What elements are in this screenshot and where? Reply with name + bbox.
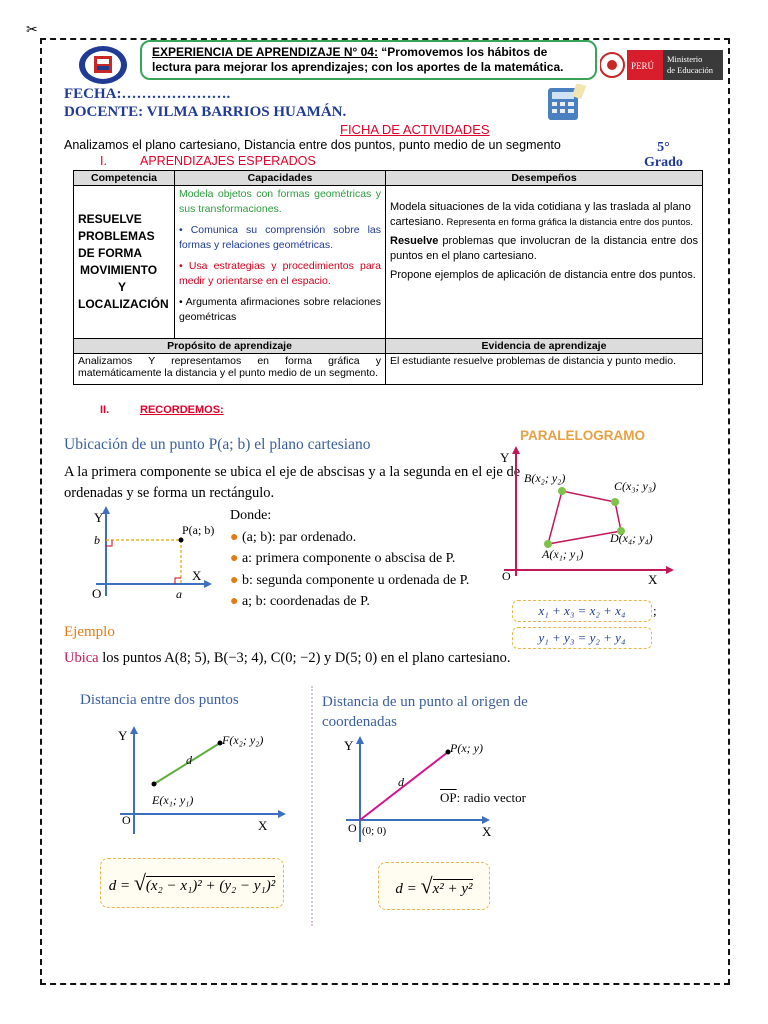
desempeno-1 — [390, 200, 698, 230]
origen-graph — [336, 734, 536, 844]
graph-a-label: a — [176, 587, 182, 601]
capacidades-cell — [175, 186, 386, 339]
origen-p-label: P(x; y) — [450, 741, 483, 755]
ejemplo-verb: Ubica — [64, 650, 99, 666]
point-e — [152, 782, 157, 787]
capacidad-item: • Argumenta afirmaciones sobre relaciones geométricas — [179, 296, 381, 323]
desempeno-3: Propone ejemplos de aplicación de distancia entre dos puntos. — [390, 269, 696, 281]
ejemplo-title: Ejemplo — [64, 624, 115, 640]
dist-f-label: F(x₂; y₂) — [222, 733, 264, 747]
par-d-label: D(x₄; y₄) — [610, 531, 653, 545]
donde-item — [230, 548, 469, 570]
fecha-label: FECHA:…………………. — [64, 86, 231, 102]
graph-point-label: P(a; b) — [182, 523, 215, 537]
competencia-line: DE FORMA — [78, 246, 142, 260]
donde-label: Donde: — [230, 508, 272, 523]
bullet-icon: ● — [230, 551, 239, 566]
ministry-logo — [600, 48, 725, 82]
par-formula-2 — [512, 627, 652, 649]
origen-title — [322, 692, 528, 732]
distancia-formula-lhs: d = — [108, 878, 131, 894]
docente-label: DOCENTE: VILMA BARRIOS HUAMÁN. — [64, 104, 347, 120]
grado-label: Grado — [644, 155, 683, 170]
dist-d-label: d — [186, 753, 192, 767]
ministry-line2: de Educación — [667, 65, 714, 75]
par-x-label: X — [648, 572, 658, 587]
origen-y-label: Y — [344, 738, 354, 753]
proposito-cell: Analizamos Y representamos en forma gráfica y matemáticamente la distancia y el punto medio de un segmento. — [74, 354, 386, 385]
desempeno-1b-text: Representa en forma gráfica la distancia entre dos puntos. — [443, 217, 694, 228]
origen-formula-lhs: d = — [395, 881, 417, 897]
subtitle: Analizamos el plano cartesiano, Distancia entre dos puntos, punto medio de un segmento — [64, 138, 561, 152]
bullet-icon: ● — [230, 529, 239, 545]
competencia-line: PROBLEMAS — [78, 229, 155, 243]
competencia-line: RESUELVE — [78, 212, 142, 226]
origen-formula-radicand: x² + y² — [432, 881, 473, 897]
dist-y-label: Y — [118, 728, 128, 743]
par-formula-1 — [512, 600, 652, 622]
section2-heading — [100, 404, 224, 416]
evidencia-cell: El estudiante resuelve problemas de distancia y punto medio. — [386, 354, 703, 385]
donde-item — [230, 591, 469, 613]
op-text: : radio vector — [456, 790, 526, 805]
par-formula-1-text: x₁ + x₃ = x₂ + x₄ — [538, 603, 626, 618]
ubicacion-title: Ubicación de un punto P(a; b) el plano cartesiano — [64, 436, 371, 453]
y-arrow-icon — [130, 726, 138, 734]
desempeno-2-bold: Resuelve — [390, 235, 439, 247]
op-label: $\overline{OP}$ — [440, 790, 457, 805]
par-origin-label: O — [502, 569, 511, 583]
origen-o-label: O — [348, 821, 357, 835]
donde-item — [230, 570, 469, 592]
par-formula-1-punct: ; — [653, 603, 657, 618]
ubicacion-text-line: ordenadas y se forma un rectángulo. — [64, 485, 275, 501]
desempeno-2-text: problemas que involucran de la distancia entre dos puntos en el plano cartesiano. — [390, 235, 698, 262]
distancia-title: Distancia entre dos puntos — [80, 692, 239, 708]
section1-num: I. — [100, 154, 107, 168]
ejemplo-text — [64, 650, 510, 667]
sqrt-icon: √ — [420, 873, 433, 898]
graph-origin-label: O — [92, 586, 102, 601]
distancia-formula-radicand: (x₂ − x₁)² + (y₂ − y₁)² — [145, 878, 276, 894]
dist-origin-label: O — [122, 813, 131, 827]
x-arrow-icon — [482, 816, 490, 824]
section1-title: APRENDIZAJES ESPERADOS — [140, 154, 316, 168]
header-capacidades: Capacidades — [175, 171, 386, 186]
donde-item — [230, 527, 469, 549]
donde-list — [230, 505, 469, 613]
donde-item-text: a; b: coordenadas de P. — [241, 594, 370, 609]
origen-x-label: X — [482, 824, 492, 839]
x-arrow-icon — [666, 566, 674, 574]
experience-title-label: EXPERIENCIA DE APRENDIZAJE N° 04: — [152, 45, 378, 59]
ubicacion-graph — [84, 504, 216, 604]
graph-x-label: X — [192, 568, 202, 583]
origen-title-line: Distancia de un punto al origen de — [322, 694, 528, 710]
par-formula-2-text: y₁ + y₃ = y₂ + y₄ — [538, 630, 626, 645]
par-c-label: C(x₃; y₃) — [614, 479, 656, 493]
section2-title: RECORDEMOS: — [140, 404, 224, 416]
ubicacion-text — [64, 462, 520, 504]
competencia-line: LOCALIZACIÓN — [78, 297, 169, 311]
y-arrow-icon — [356, 736, 364, 744]
section1-heading — [100, 154, 316, 168]
donde-item-text: a: primera componente o abscisa de P. — [241, 551, 456, 566]
header-evidencia: Evidencia de aprendizaje — [386, 339, 703, 354]
section-divider — [311, 686, 313, 926]
origen-coords-label: (0; 0) — [362, 825, 387, 837]
ejemplo-body: los puntos A(8; 5), B(−3; 4), C(0; −2) y D(5; 0) en el plano cartesiano. — [98, 650, 511, 666]
scissors-icon: ✂ — [26, 22, 38, 38]
ministry-line1: Ministerio — [667, 54, 703, 64]
desempeno-1-text: Modela situaciones de la vida cotidiana y las traslada al plano cartesiano. — [390, 201, 691, 228]
distancia-graph — [110, 724, 300, 836]
paralelogramo-graph — [490, 446, 680, 590]
bullet-icon: ● — [230, 572, 239, 588]
point-c — [611, 498, 619, 506]
desempeno-2 — [390, 234, 698, 264]
school-logo — [78, 44, 128, 86]
grado-number: 5° — [657, 140, 670, 155]
distancia-formula — [100, 858, 284, 908]
section2-num: II. — [100, 404, 110, 416]
capacidad-item: Modela objetos con formas geométricas y sus transformaciones. — [179, 188, 381, 215]
experience-title-box — [140, 40, 597, 80]
competencia-line: MOVIMIENTO — [80, 263, 158, 277]
origen-formula — [378, 862, 490, 910]
x-arrow-icon — [204, 580, 212, 588]
sqrt-icon: √ — [133, 870, 146, 895]
radio-vector-label — [440, 790, 526, 806]
graph-y-label: Y — [94, 510, 104, 525]
calculator-icon — [546, 84, 586, 122]
paralelogramo-title: PARALELOGRAMO — [520, 428, 645, 443]
bullet-icon: ● — [230, 594, 239, 609]
point-b — [558, 487, 566, 495]
donde-item-text: b: segunda componente u ordenada de P. — [241, 572, 470, 588]
capacidad-item: • Comunica su comprensión sobre las formas y relaciones geométricas. — [179, 224, 381, 251]
segment-op — [360, 752, 448, 820]
header-competencia: Competencia — [74, 171, 175, 186]
y-arrow-icon — [512, 446, 520, 454]
dist-x-label: X — [258, 818, 268, 833]
par-a-label: A(x₁; y₁) — [542, 547, 584, 561]
par-b-label: B(x₂; y₂) — [524, 471, 566, 485]
ministry-country: PERÚ — [631, 61, 655, 71]
grado-badge — [644, 140, 683, 170]
ficha-title: FICHA DE ACTIVIDADES — [340, 122, 490, 137]
donde-item-text: (a; b): par ordenado. — [241, 529, 357, 545]
experience-title-text: “Promovemos los hábitos de lectura para mejorar los aprendizajes; con los aportes de la matemática. — [152, 45, 564, 74]
origen-title-line: coordenadas — [322, 714, 397, 730]
graph-b-label: b — [94, 533, 100, 547]
competencia-cell — [74, 186, 175, 339]
ubicacion-text-line: A la primera componente se ubica el eje de abscisas y a la segunda en el eje de — [64, 464, 521, 480]
capacidad-item: • Usa estrategias y procedimientos para medir y orientarse en el espacio. — [179, 260, 381, 287]
origen-d-label: d — [398, 775, 404, 789]
learning-table — [73, 170, 703, 385]
header-proposito: Propósito de aprendizaje — [74, 339, 386, 354]
competencia-text — [78, 211, 170, 313]
header-desempenos: Desempeños — [386, 171, 703, 186]
competencia-line: Y — [118, 280, 127, 294]
par-y-label: Y — [500, 450, 510, 465]
dist-e-label: E(x₁; y₁) — [152, 793, 194, 807]
desempenos-cell — [386, 186, 703, 339]
x-arrow-icon — [278, 810, 286, 818]
